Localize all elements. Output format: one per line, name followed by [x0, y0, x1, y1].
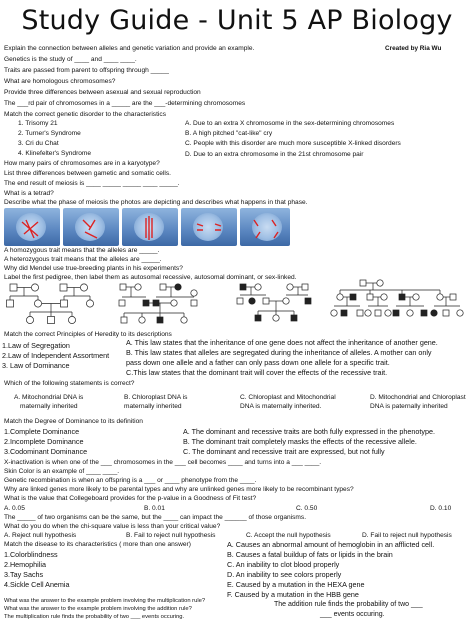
match-item: 3.Tay Sachs [4, 570, 44, 579]
question-text: Match the disease to its characteristics ( more than one answer) [4, 541, 191, 548]
question-text: Match the correct Principles of Heredity to its descriptions [4, 331, 172, 338]
question-text: What are homologous chromosomes? [4, 78, 116, 85]
answer-choice: A. Mitochondrial DNA is [14, 394, 84, 401]
match-option: pass down one allele and a father can only pass down one allele for a specific trait. [126, 358, 390, 367]
answer-choice: D. Fail to reject null hypothesis [362, 532, 452, 539]
question-text: What was the answer to the example problem involving the addition rule? [4, 606, 192, 612]
question-text: Which of the following statements is correct? [4, 380, 135, 387]
match-item: 2. Turner's Syndrome [18, 130, 81, 137]
question-text: The ___rd pair of chromosomes in a _____ are the ___-determining chromosomes [4, 100, 246, 107]
question-text: What is a tetrad? [4, 190, 54, 197]
match-item: 4. Klinefelter's Syndrome [18, 150, 92, 157]
question-text: The end result of meiosis is ____ _____ _____ ____ _____. [4, 180, 180, 187]
match-option: B. Causes a fatal buildup of fats or lipids in the brain [227, 550, 393, 559]
meiosis-photo [4, 208, 60, 246]
match-option: F. Caused by a mutation in the HBB gene [227, 590, 359, 599]
meiosis-photo [181, 208, 237, 246]
question-text: What do you do when the chi-square value is less than your critical value? [4, 523, 221, 530]
match-item: 1. Trisomy 21 [18, 120, 58, 127]
match-item: 3.Codominant Dominance [4, 447, 88, 456]
question-text: Match the correct genetic disorder to the characteristics [4, 111, 166, 118]
match-option: B. A high pitched "cat-like" cry [185, 130, 273, 137]
pedigree-chart [236, 281, 318, 331]
question-text: Skin Color is an example of ____ ____. [4, 468, 120, 475]
question-text: Explain the connection between alleles and genetic variation and provide an example. [4, 45, 255, 52]
meiosis-photo [63, 208, 119, 246]
question-text: The multiplication rule finds the probability of two ___ events occuring. [4, 614, 185, 620]
meiosis-photo [240, 208, 290, 246]
match-item: 1.Law of Segregation [2, 341, 70, 350]
question-text: What is the value that Collegeboard provides for the p-value in a Goodness of Fit test? [4, 495, 257, 502]
match-item: 2.Incomplete Dominance [4, 437, 84, 446]
pedigree-chart [330, 278, 470, 328]
answer-choice: D. Mitochondrial and Chloroplast [370, 394, 466, 401]
answer-choice: B. Chloroplast DNA is [124, 394, 188, 401]
match-item: 4.Sickle Cell Anemia [4, 580, 70, 589]
match-option: D. An inability to see colors properly [227, 570, 342, 579]
answer-choice: B. 0.01 [144, 505, 165, 512]
question-text: Genetic recombination is when an offspring is a ___ or ____ phenotype from the ____. [4, 477, 257, 484]
answer-choice: B. Fail to reject null hypothesis [126, 532, 216, 539]
answer-choice: C. 0.50 [296, 505, 318, 512]
match-option: C. People with this disorder are much more susceptible X-linked disorders [185, 140, 401, 147]
question-text: Label the first pedigree, then label them as autosomal recessive, autosomal dominant, or sex-linked. [4, 274, 297, 281]
question-text: Provide three differences between asexual and sexual reproduction [4, 89, 201, 96]
match-option: E. Caused by a mutation in the HEXA gene [227, 580, 365, 589]
match-option: C. An inability to clot blood properly [227, 560, 340, 569]
question-text: How many pairs of chromosomes are in a karyotype? [4, 160, 160, 167]
question-text: X-inactivation is when one of the ___ chromosomes in the ___ cell becomes ____ and turns into a ___ ____. [4, 459, 322, 466]
match-option: C.This law states that the dominant trait will cover the effects of the recessive trait. [126, 368, 388, 377]
match-option: A. Causes an abnormal amount of hemoglobin in an afflicted cell. [227, 540, 435, 549]
answer-choice: maternally inherited [20, 403, 78, 410]
question-text: List three differences between gametic and somatic cells. [4, 170, 172, 177]
match-option: C. The dominant and recessive trait are expressed, but not fully [183, 447, 385, 456]
match-item: 1.Colorblindness [4, 550, 58, 559]
answer-choice: DNA is paternally inherited [370, 403, 448, 410]
match-option: A. Due to an extra X chromosome in the sex-determining chromosomes [185, 120, 395, 127]
match-option: D. Due to an extra chromosome in the 21st chromosome pair [185, 151, 364, 158]
answer-choice: D. 0.10 [430, 505, 452, 512]
question-text: Why did Mendel use true-breeding plants in his experiments? [4, 265, 183, 272]
answer-choice: maternally inherited [124, 403, 182, 410]
match-item: 3. Cri du Chat [18, 140, 59, 147]
pedigree-chart [2, 282, 114, 330]
question-text: A heterozygous trait means that the alleles are _____. [4, 256, 162, 263]
question-text: Why are linked genes more likely to be parental types and why are unlinked genes more likely to be recombinant types? [4, 486, 354, 493]
match-item: 1.Complete Dominance [4, 427, 80, 436]
question-text: The addition rule finds the probability of two ___ [274, 601, 423, 608]
question-text: The _____ of two organisms can be the same, but the ____ can impact the ______ of those organisms. [4, 514, 307, 521]
answer-choice: A. Reject null hypothesis [4, 532, 77, 539]
author-credit: Created by Ria Wu [385, 45, 442, 52]
question-text: Describe what the phase of meiosis the photos are depicting and describes what happens in that phase. [4, 199, 308, 206]
question-text: ___ events occuring. [320, 611, 385, 618]
question-text: What was the answer to the example problem involving the multiplication rule? [4, 598, 206, 604]
question-text: Match the Degree of Dominance to its definition [4, 418, 143, 425]
question-text: Genetics is the study of ____ and ____ ____. [4, 56, 137, 63]
match-option: B. The dominant trait completely masks the effects of the recessive allele. [183, 437, 417, 446]
match-option: A. The dominant and recessive traits are both fully expressed in the phenotype. [183, 427, 435, 436]
match-option: B. This law states that alleles are segregated during the inheritance of alleles. A mother can only [126, 348, 432, 357]
meiosis-photo [122, 208, 178, 246]
match-item: 3. Law of Dominance [2, 361, 70, 370]
match-item: 2.Law of Independent Assortment [2, 351, 110, 360]
answer-choice: A. 0.05 [4, 505, 25, 512]
answer-choice: C. Chloroplast and Mitochondrial [240, 394, 336, 401]
page-title: Study Guide - Unit 5 AP Biology [21, 5, 453, 36]
answer-choice: C. Accept the null hypothesis [246, 532, 331, 539]
match-option: A. This law states that the inheritance of one gene does not affect the inheritance of another gene. [126, 338, 438, 347]
question-text: Traits are passed from parent to offspring through _____ [4, 67, 169, 74]
pedigree-chart [116, 281, 226, 333]
question-text: A homozygous trait means that the alleles are _____. [4, 247, 160, 254]
match-item: 2.Hemophilia [4, 560, 46, 569]
answer-choice: DNA is maternally inherited. [240, 403, 322, 410]
